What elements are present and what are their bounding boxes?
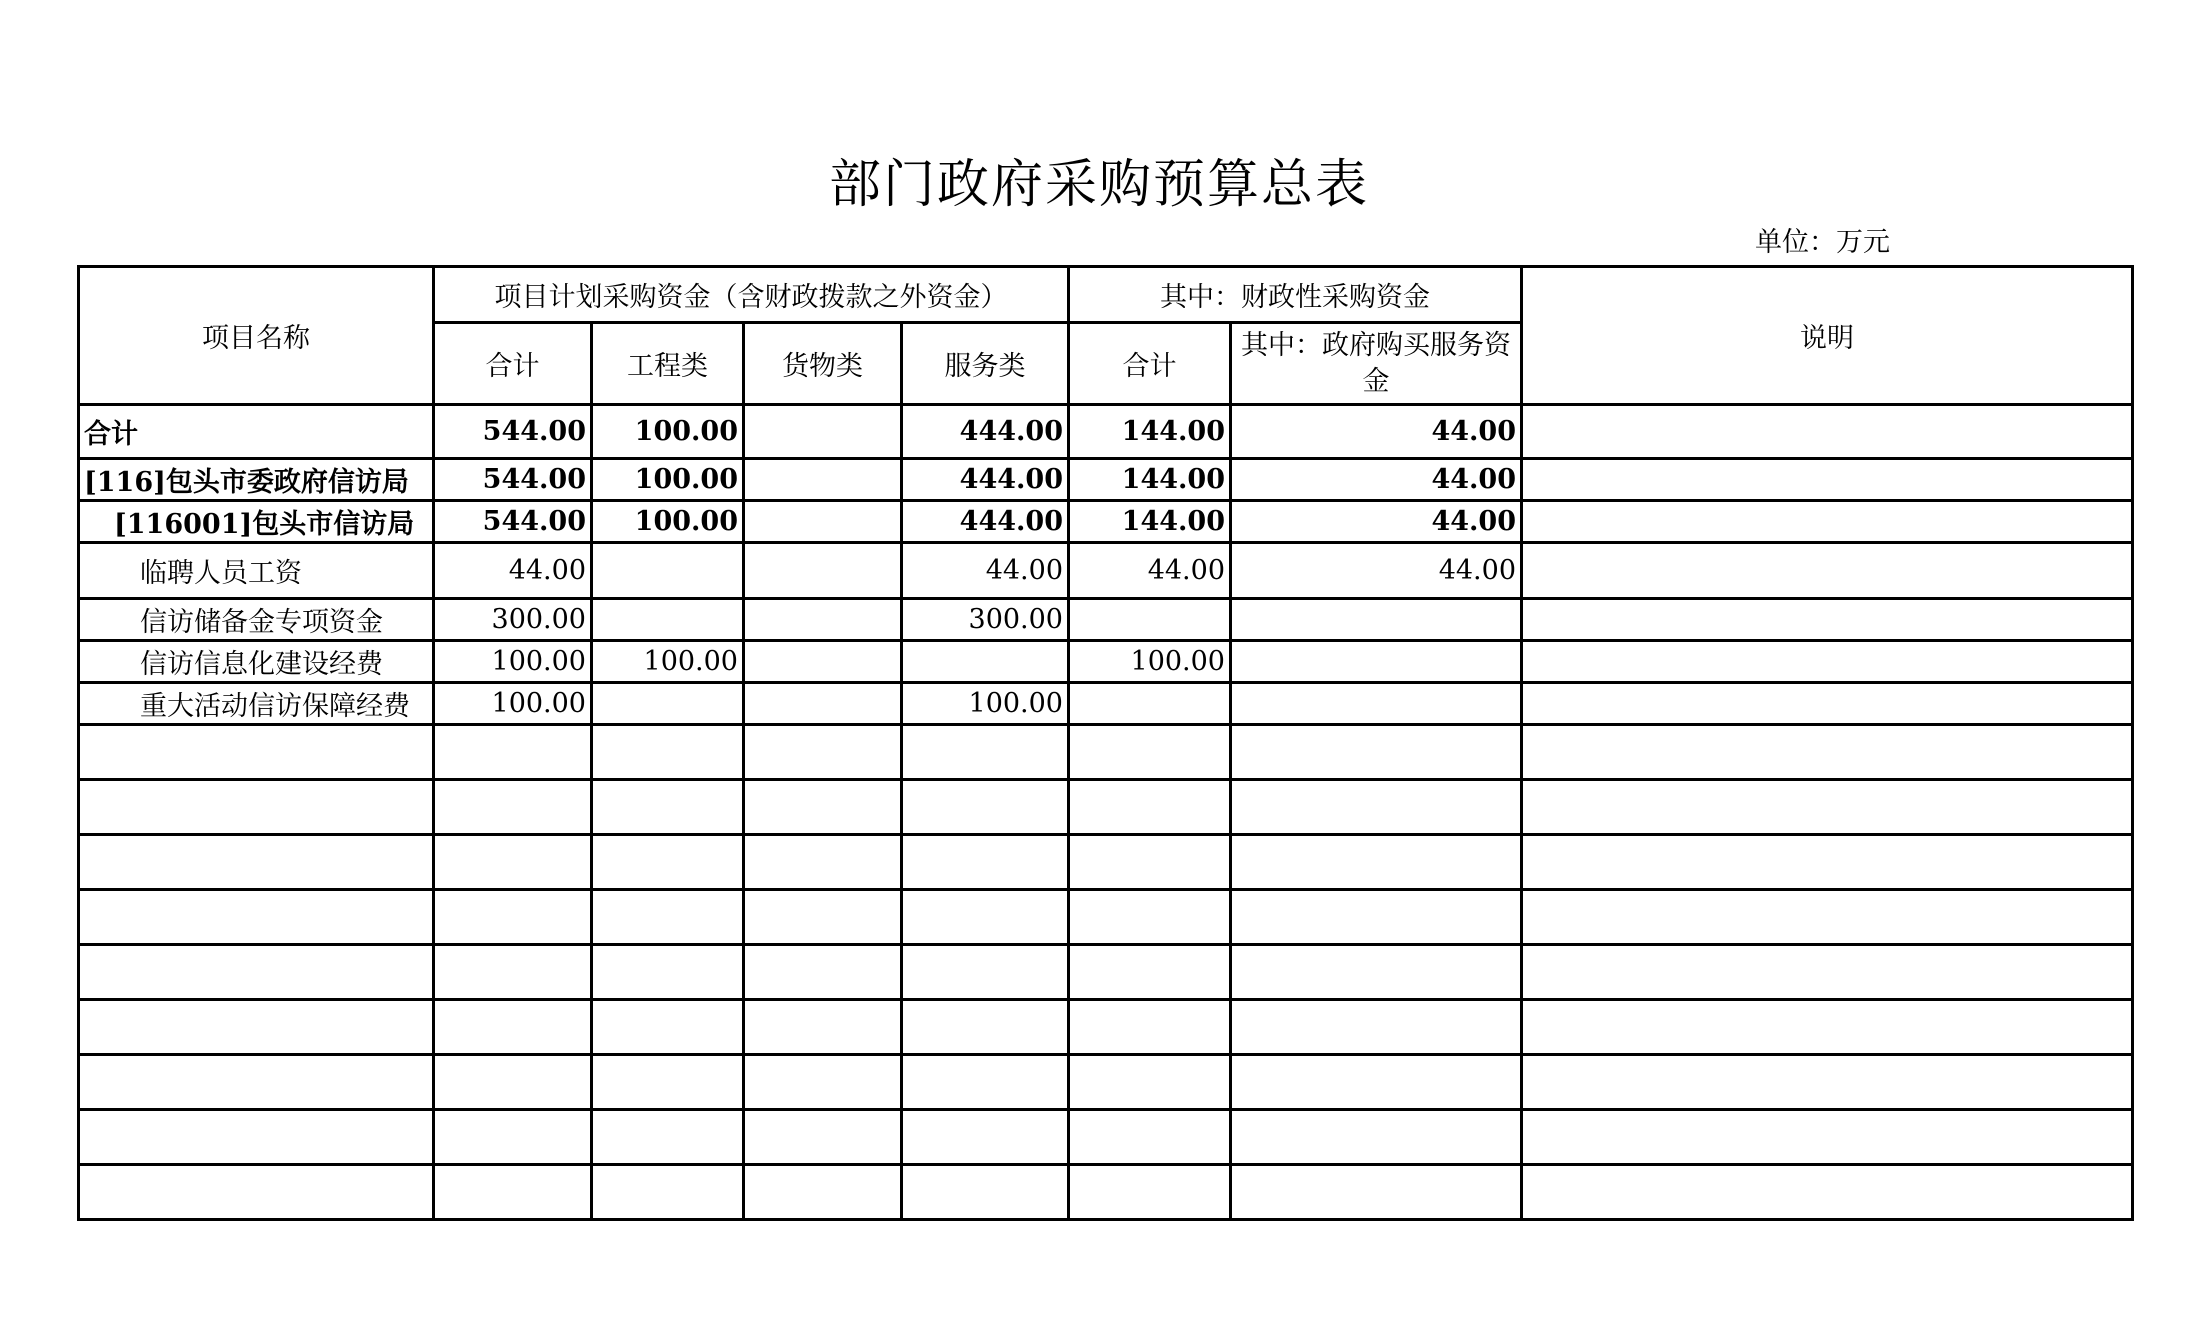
cell-gov-purchase: 44.00: [1231, 459, 1522, 501]
cell-engineering: 100.00: [592, 405, 744, 459]
row-name: 重大活动信访保障经费: [79, 683, 434, 725]
empty-row: [79, 1110, 2133, 1165]
empty-row: [79, 780, 2133, 835]
table-row: [79, 501, 2133, 543]
cell-goods: [744, 641, 902, 683]
table-row: [79, 459, 2133, 501]
cell-fiscal-total: 100.00: [1069, 641, 1231, 683]
cell-fiscal-total: 144.00: [1069, 501, 1231, 543]
cell-gov-purchase: 44.00: [1231, 501, 1522, 543]
cell-services: [902, 641, 1069, 683]
unit-label: 单位：万元: [1755, 227, 1890, 258]
header-planned-total: 合计: [434, 323, 592, 405]
empty-row: [79, 835, 2133, 890]
cell-services: 444.00: [902, 459, 1069, 501]
cell-goods: [744, 501, 902, 543]
cell-fiscal-total: [1069, 683, 1231, 725]
empty-row: [79, 1165, 2133, 1220]
table-row: [79, 683, 2133, 725]
header-gov-purchase: 其中：政府购买服务资金: [1231, 323, 1522, 405]
cell-gov-purchase: [1231, 683, 1522, 725]
cell-note: [1522, 641, 2133, 683]
empty-row: [79, 725, 2133, 780]
cell-fiscal-total: 144.00: [1069, 459, 1231, 501]
empty-row: [79, 945, 2133, 1000]
header-note: 说明: [1522, 267, 2133, 405]
empty-row: [79, 1000, 2133, 1055]
cell-planned-total: 100.00: [434, 683, 592, 725]
cell-services: 444.00: [902, 501, 1069, 543]
cell-gov-purchase: [1231, 599, 1522, 641]
cell-gov-purchase: 44.00: [1231, 405, 1522, 459]
row-name: [116001]包头市信访局: [79, 501, 434, 543]
cell-engineering: [592, 599, 744, 641]
row-name: 合计: [79, 405, 434, 459]
cell-gov-purchase: 44.00: [1231, 543, 1522, 599]
cell-services: 300.00: [902, 599, 1069, 641]
cell-goods: [744, 459, 902, 501]
header-planned-group: 项目计划采购资金（含财政拨款之外资金）: [434, 267, 1069, 323]
cell-note: [1522, 405, 2133, 459]
cell-planned-total: 300.00: [434, 599, 592, 641]
header-services: 服务类: [902, 323, 1069, 405]
cell-note: [1522, 599, 2133, 641]
cell-goods: [744, 405, 902, 459]
cell-engineering: 100.00: [592, 459, 744, 501]
cell-services: 100.00: [902, 683, 1069, 725]
cell-goods: [744, 543, 902, 599]
header-goods: 货物类: [744, 323, 902, 405]
cell-engineering: 100.00: [592, 501, 744, 543]
table-row: [79, 599, 2133, 641]
cell-goods: [744, 683, 902, 725]
table-row: [79, 543, 2133, 599]
cell-fiscal-total: 44.00: [1069, 543, 1231, 599]
empty-row: [79, 890, 2133, 945]
header-fiscal-group: 其中：财政性采购资金: [1069, 267, 1522, 323]
row-name: [116]包头市委政府信访局: [79, 459, 434, 501]
cell-note: [1522, 683, 2133, 725]
cell-note: [1522, 501, 2133, 543]
cell-fiscal-total: 144.00: [1069, 405, 1231, 459]
cell-planned-total: 100.00: [434, 641, 592, 683]
cell-engineering: [592, 683, 744, 725]
page-title: 部门政府采购预算总表: [828, 155, 1369, 215]
header-fiscal-total: 合计: [1069, 323, 1231, 405]
cell-engineering: 100.00: [592, 641, 744, 683]
cell-services: 44.00: [902, 543, 1069, 599]
header-engineering: 工程类: [592, 323, 744, 405]
cell-fiscal-total: [1069, 599, 1231, 641]
cell-goods: [744, 599, 902, 641]
procurement-budget-table: [77, 265, 2134, 1221]
header-project-name: 项目名称: [79, 267, 434, 405]
empty-row: [79, 1055, 2133, 1110]
cell-planned-total: 544.00: [434, 459, 592, 501]
cell-planned-total: 544.00: [434, 405, 592, 459]
cell-engineering: [592, 543, 744, 599]
cell-gov-purchase: [1231, 641, 1522, 683]
row-name: 临聘人员工资: [79, 543, 434, 599]
cell-planned-total: 44.00: [434, 543, 592, 599]
table-row: [79, 641, 2133, 683]
row-name: 信访信息化建设经费: [79, 641, 434, 683]
table-row: [79, 405, 2133, 459]
row-name: 信访储备金专项资金: [79, 599, 434, 641]
cell-services: 444.00: [902, 405, 1069, 459]
cell-planned-total: 544.00: [434, 501, 592, 543]
cell-note: [1522, 459, 2133, 501]
header-row-1: [79, 267, 2133, 323]
cell-note: [1522, 543, 2133, 599]
